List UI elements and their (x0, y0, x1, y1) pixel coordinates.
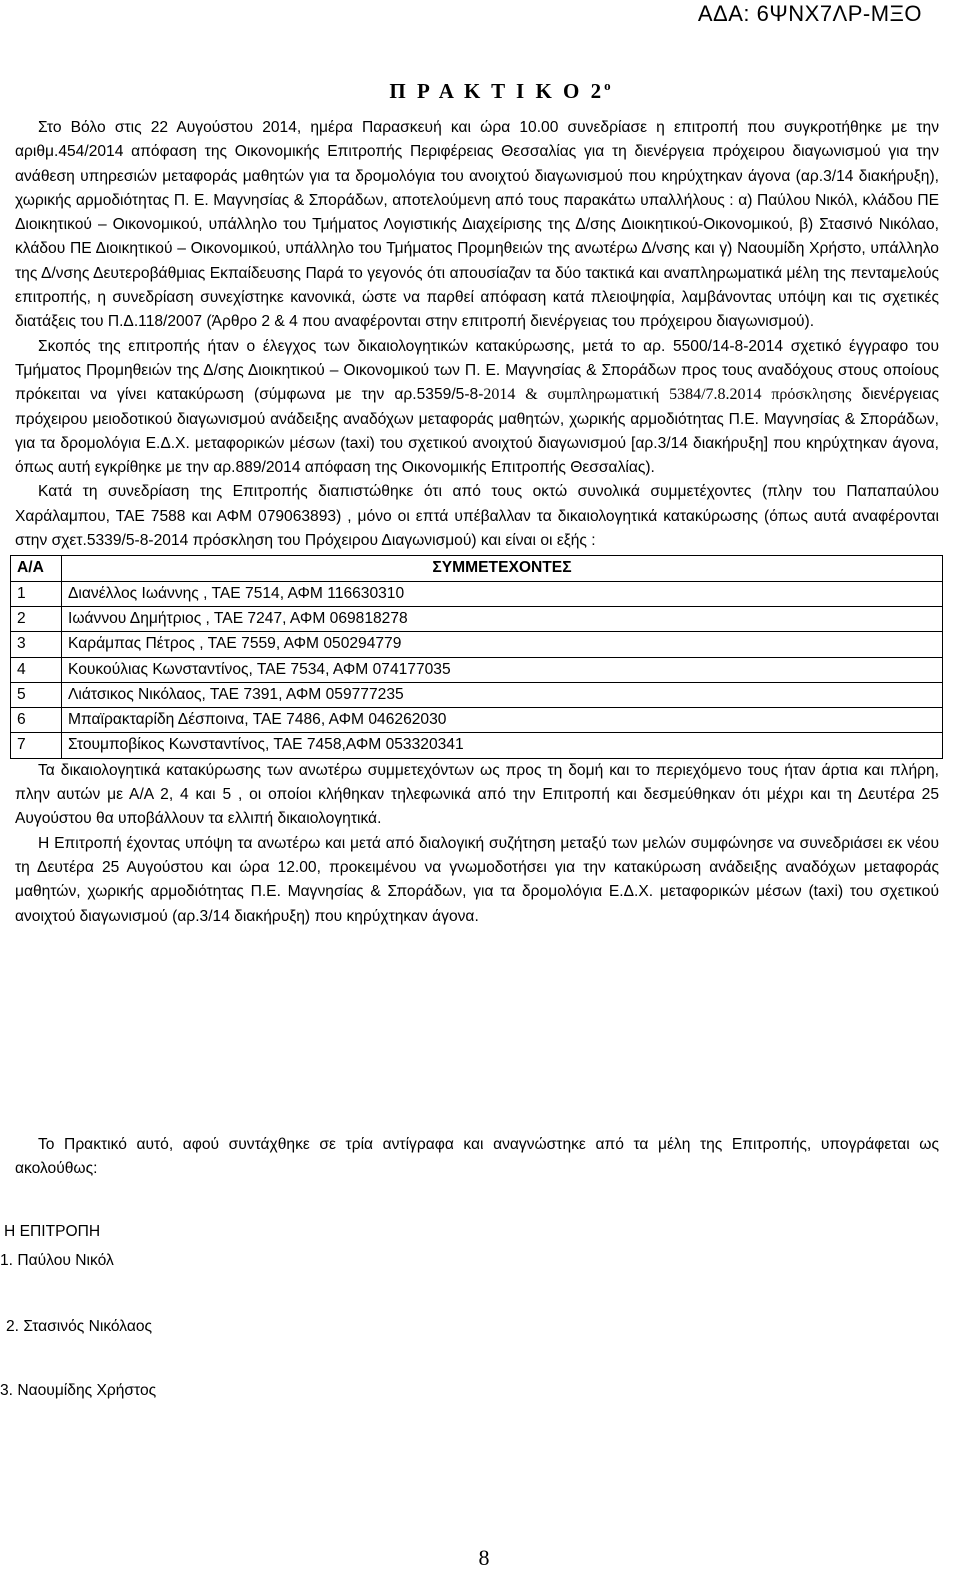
paragraph-opening: Στο Βόλο στις 22 Αυγούστου 2014, ημέρα Παρασκευή και ώρα 10.00 συνεδρίασε η επιτροπή που συγκροτήθηκε με την αριθμ.454/2014 απόφαση της Οικονομικής Επιτροπής Περιφέρειας Θεσσαλίας για τη διενέργεια πρόχειρου διαγωνισμού για την ανάθεση υπηρεσιών μεταφοράς μαθητών για τα δρομολόγια του ανοιχτού διαγωνισμού που κηρύχτηκαν άγονα (αρ.3/14 διακήρυξη), χωρικής αρμοδιότητας Π. Ε. Μαγνησίας & Σποράδων, αποτελούμενη από τους παρακάτω υπαλλήλους : α) Παύλου Νικόλ, κλάδου ΠΕ Διοικητικού – Οικονομικού, υπάλληλο του Τμήματος Λογιστικής Διαχείρισης της Δ/σης Διοικητικού-Οικονομικού, β) Στασινό Νικόλαο, κλάδου ΠΕ Διοικητικού – Οικονομικού, υπάλληλο του Τμήματος Προμηθειών της ανωτέρω Δ/νσης και γ) Ναουμίδη Χρήστο, υπάλληλο της Δ/νσης Δευτεροβάθμιας Εκπαίδευσης Παρά το γεγονός ότι απουσίαζαν τα δύο τακτικά και αναπληρωματικά μέλη της πενταμελούς επιτροπής, η συνεδρίαση συνεχίστηκε κανονικά, ώστε να παρθεί απόφαση κατά πλειοψηφία, λαμβάνοντας υπόψη και τις σχετικές διατάξεις του Π.Δ.118/2007 (Άρθρο 2 & 4 που αναφέρονται στην επιτροπή διενέργειας του πρόχειρου διαγωνισμού). (15, 119, 939, 331)
committee-heading: Η ΕΠΙΤΡΟΠΗ (4, 1223, 101, 1240)
table-row (11, 708, 943, 733)
purpose-text-b: 2014 & συμπληρωματική 5384/7.8.2014 πρόσκλησης (483, 386, 852, 404)
document-body (15, 116, 939, 929)
row-participant: Μπαϊρακταρίδη Δέσποινα, ΤΑΕ 7486, ΑΦΜ 046262030 (62, 708, 943, 733)
closing-text: Το Πρακτικό αυτό, αφού συντάχθηκε σε τρία αντίγραφα και αναγνώστηκε από τα μέλη της Επιτροπής, υπογράφεται ως ακολούθως: (15, 1136, 939, 1178)
page-number: 8 (478, 1545, 490, 1570)
row-number: 3 (11, 632, 62, 657)
purpose-text-c: διενέργειας πρόχειρου μειοδοτικού διαγωνισμού ανάδειξης αναδόχων μεταφοράς μαθητών, χωρικής αρμοδιότητας Π.Ε. Μαγνησίας & Σποράδων, για τα δρομολόγια Ε.Δ.Χ. μεταφορικών μέσων (taxi) του σχετικού ανοιχτού διαγωνισμού [αρ.3/14 διακήρυξη] που κηρύχτηκαν άγονα, όπως αυτή εγκρίθηκε με την αρ.889/2014 απόφαση της Οικονομικής Επιτροπής Θεσσαλίας). (15, 386, 939, 477)
row-number: 5 (11, 682, 62, 707)
table-row (11, 733, 943, 758)
row-number: 7 (11, 733, 62, 758)
row-participant: Στουμποβίκος Κωνσταντίνος, ΤΑΕ 7458,ΑΦΜ 053320341 (62, 733, 943, 758)
paragraph-documents: Τα δικαιολογητικά κατακύρωσης των ανωτέρω συμμετεχόντων ως προς τη δομή και το περιεχόμενο τους ήταν άρτια και πλήρη, πλην αυτών με Α/Α 2, 4 και 5 , οι οποίοι κλήθηκαν τηλεφωνικά από την Επιτροπή και δεσμεύθηκαν ότι μέχρι και τη Δευτέρα 25 Αυγούστου θα υποβάλλουν τα ελλιπή δικαιολογητικά. (15, 761, 939, 828)
row-participant: Διανέλλος Ιωάννης , ΤΑΕ 7514, ΑΦΜ 116630310 (62, 581, 943, 606)
row-number: 1 (11, 581, 62, 606)
header-participants: ΣΥΜΜΕΤΕΧΟΝΤΕΣ (62, 556, 943, 581)
row-number: 2 (11, 606, 62, 631)
row-participant: Ιωάννου Δημήτριος , ΤΑΕ 7247, ΑΦΜ 069818278 (62, 606, 943, 631)
row-number: 4 (11, 657, 62, 682)
table-header-row (11, 556, 943, 581)
table-row (11, 606, 943, 631)
row-participant: Καράμπας Πέτρος , ΤΑΕ 7559, ΑΦΜ 050294779 (62, 632, 943, 657)
committee-member-2: 2. Στασινός Νικόλαος (6, 1318, 153, 1335)
title-text: Π Ρ Α Κ Τ Ι Κ Ο 2 (389, 79, 605, 103)
document-title (0, 78, 960, 104)
committee-member-3: 3. Ναουμίδης Χρήστος (0, 1382, 157, 1399)
purpose-text-a: Σκοπός της επιτροπής ήταν ο έλεγχος των δικαιολογητικών κατακύρωσης, μετά το αρ. 5500/14-8-2014 σχετικό έγγραφο του Τμήματος Προμηθειών της Δ/σης Διοικητικού – Οικονομικού των Π. Ε. Μαγνησίας & Σποράδων προς τους αναδόχους στους οποίους πρόκειται να γίνει κατακύρωση (σύμφωνα με την αρ.5359/5-8- (15, 337, 939, 404)
row-participant: Λιάτσικος Νικόλαος, ΤΑΕ 7391, ΑΦΜ 059777235 (62, 682, 943, 707)
table-row (11, 632, 943, 657)
closing-paragraph (15, 1133, 939, 1182)
participants-table (10, 555, 943, 758)
row-number: 6 (11, 708, 62, 733)
header-number: Α/Α (11, 556, 62, 581)
ada-code: ΑΔΑ: 6ΨΝΧ7ΛΡ-ΜΞΟ (697, 1, 922, 26)
table-row (11, 657, 943, 682)
committee-member-1: 1. Παύλου Νικόλ (0, 1252, 114, 1269)
row-participant: Κουκούλιας Κωνσταντίνος, ΤΑΕ 7534, ΑΦΜ 074177035 (62, 657, 943, 682)
paragraph-decision: Η Επιτροπή έχοντας υπόψη τα ανωτέρω και μετά από διαλογική συζήτηση μεταξύ των μελών συμφώνησε να συνεδριάσει εκ νέου τη Δευτέρα 25 Αυγούστου και ώρα 12.00, προκειμένου να γνωμοδοτήσει για την κατακύρωση ανάδειξης αναδόχων μεταφοράς μαθητών, χωρικής αρμοδιότητας Π.Ε. Μαγνησίας & Σποράδων, για τα δρομολόγια Ε.Δ.Χ. μεταφορικών μέσων (taxi) του σχετικού ανοιχτού διαγωνισμού (αρ.3/14 διακήρυξη) που κηρύχτηκαν άγονα. (15, 834, 939, 925)
paragraph-purpose (15, 335, 939, 481)
paragraph-findings: Κατά τη συνεδρίαση της Επιτροπής διαπιστώθηκε ότι από τους οκτώ συνολικά συμμετέχοντες (πλην του Παπαπαύλου Χαράλαμπου, ΤΑΕ 7588 και ΑΦΜ 079063893) , μόνο οι επτά υπέβαλλαν τα δικαιολογητικά κατακύρωσης (όπως αυτά αναφέρονται στην σχετ.5339/5-8-2014 πρόσκληση του Πρόχειρου Διαγωνισμού) και είναι οι εξής : (15, 483, 939, 550)
table-row (11, 682, 943, 707)
title-superscript: ο (604, 78, 611, 93)
table-row (11, 581, 943, 606)
